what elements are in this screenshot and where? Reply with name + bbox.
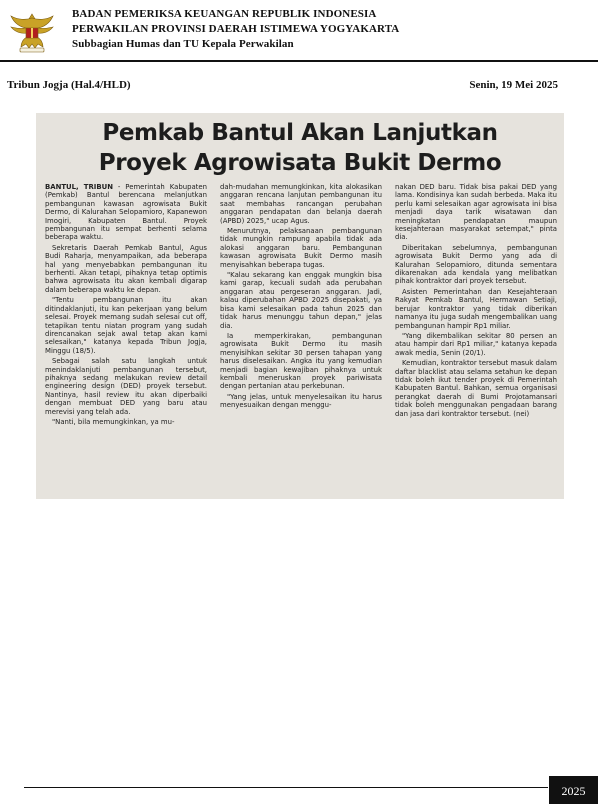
header-divider (0, 60, 598, 62)
article-paragraph: dah-mudahan memungkinkan, kita alokasikan anggaran rencana lanjutan pembangunan itu saat membahas rancangan perubahan anggaran pendapatan dan belanja daerah (APBD) 2025," ucap Agus. (220, 183, 382, 225)
article-paragraph: Diberitakan sebelumnya, pembangunan agrowisata Bukit Dermo yang ada di Kalurahan Selopamioro, ditunda sementara dikarenakan ada kendala yang melibatkan pihak kontraktor dari proyek tersebut. (395, 243, 557, 286)
article-column-3 (395, 183, 557, 495)
publication-date: Senin, 19 Mei 2025 (469, 79, 558, 91)
article-column-2 (220, 183, 382, 495)
org-division: PERWAKILAN PROVINSI DAERAH ISTIMEWA YOGYAKARTA (72, 23, 400, 35)
article-dateline: BANTUL, TRIBUN (45, 183, 113, 191)
footer-divider (24, 787, 548, 788)
article-headline (36, 118, 564, 178)
article-paragraph: "Nanti, bila memungkinkan, ya mu- (52, 417, 175, 426)
article-paragraph: "Kalau sekarang kan enggak mungkin bisa kami garap, kecuali sudah ada perubahan anggaran atau pergeseran anggaran. Jadi, kalau diperubahan APBD 2025 disepakati, ya bisa kami selesaikan pada tahun 2025 dan tidak harus menunggu tahun depan," jelas dia. (220, 271, 382, 330)
article-paragraph: nakan DED baru. Tidak bisa pakai DED yang lama. Kondisinya kan sudah berbeda. Maka itu perlu kami selesaikan agar agrowisata ini bisa menjadi daya tarik wisatawan dan meningkatan pendapatan maupun kesejahteraan masyarakat setempat," pinta dia. (395, 183, 557, 242)
headline-line-1: Pemkab Bantul Akan Lanjutkan (102, 120, 498, 146)
source-label: Tribun Jogja (Hal.4/HLD) (7, 79, 131, 91)
article-paragraph: Sekretaris Daerah Pemkab Bantul, Agus Budi Raharja, menyampaikan, ada beberapa hal yang menyebabkan pembangunan itu berhenti. Akan tetapi, pihaknya tetap optimis bahwa agrowisata itu akan kembali digarap dalam beberapa waktu ke depan. (45, 243, 207, 294)
article-paragraph: Asisten Pemerintahan dan Kesejahteraan Rakyat Pemkab Bantul, Hermawan Setiaji, berujar kontraktor yang tidak diberikan namanya itu juga sudah mengembalikan uang pembangunan hampir Rp1 miliar. (395, 287, 557, 330)
letterhead (72, 7, 572, 52)
garuda-emblem-icon (6, 6, 58, 58)
article-column-1 (45, 183, 207, 495)
article-paragraph: Kemudian, kontraktor tersebut masuk dalam daftar blacklist atau selama setahun ke depan tidak boleh ikut tender proyek di Pemerintah Kabupaten Bantul. Bahkan, semua organisasi perangkat daerah di Bumi Projotamansari tidak boleh menggunakan pengadaan barang dan jasa dari kontraktor tersebut. (nei) (395, 359, 557, 418)
article-paragraph: "Yang dikembalikan sekitar 80 persen an atau hampir dari Rp1 miliar," katanya kepada awak media, Senin (20/1). (395, 331, 557, 357)
article-paragraph: "Yang jelas, untuk menyelesaikan itu harus menyesuaikan dengan menggu- (220, 392, 382, 410)
article-paragraph: Ia memperkirakan, pembangunan agrowisata Bukit Dermo itu masih menyisihkan sekitar 30 persen tahapan yang harus diselesaikan. Angka itu yang kemudian menjadi bagian kewajiban pihaknya untuk kembali meneruskan proyek pariwisata dengan pertanian atau perkebunan. (220, 331, 382, 391)
article-paragraph: BANTUL, TRIBUN - Pemerintah Kabupaten (Pemkab) Bantul berencana melanjutkan pembangunan kawasan agrowisata Bukit Dermo, di Kalurahan Selopamioro, Kapanewon Imogiri, Kabupaten Bantul. Proyek pembangunan itu sempat berhenti selama beberapa waktu. (45, 183, 207, 242)
org-name: BADAN PEMERIKSA KEUANGAN REPUBLIK INDONESIA (72, 8, 377, 20)
article-paragraph: "Tentu pembangunan itu akan ditindaklanjuti, itu kan pekerjaan yang belum selesai. Proyek memang sudah selesai cut off, tetapikan tentu niatan program yang sudah direncanakan sejak awal tetap akan kami selesaikan," katanya kepada Tribun Jogja, Minggu (18/5). (45, 296, 207, 355)
headline-line-2: Proyek Agrowisata Bukit Dermo (98, 150, 502, 176)
article-paragraph: Sebagai salah satu langkah untuk menindaklanjuti pembangunan tersebut, pihaknya sedang melakukan review detail engineering design (DED) proyek tersebut. Nantinya, hasil review itu akan diperbaiki dengan membuat DED yang baru atau merevisi yang telah ada. (45, 357, 207, 416)
org-subdivision: Subbagian Humas dan TU Kepala Perwakilan (72, 38, 294, 50)
article-body (45, 183, 559, 495)
footer-year: 2025 (549, 776, 598, 804)
article-paragraph: Menurutnya, pelaksanaan pembangunan tidak mungkin rampung apabila tidak ada alokasi anggaran baru. Pembangunan kawasan agrowisata Bukit Dermo masih menyisahkan beberapa tugas. (220, 227, 382, 269)
news-clipping (36, 113, 564, 499)
